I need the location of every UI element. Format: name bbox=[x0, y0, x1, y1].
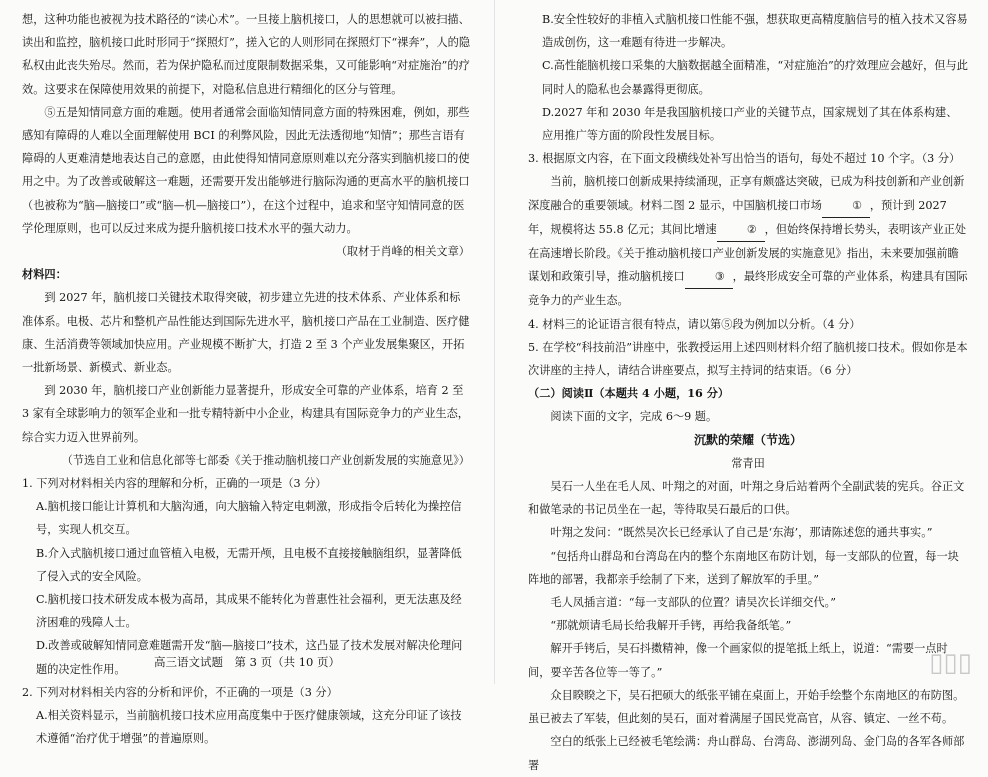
q1-option-b: B.介入式脑机接口通过血管植入电极，无需开颅，且电极不直接接触脑组织，显著降低了侵入式的安全风险。 bbox=[36, 546, 462, 583]
left-column bbox=[22, 8, 470, 751]
question-3: 3. 根据原文内容，在下面文段横线处补写出恰当的语句，每处不超过 10 个字。（3 分） bbox=[528, 152, 961, 166]
right-column bbox=[528, 8, 968, 777]
material4-para2: 到 2030 年，脑机接口产业创新能力显著提升，形成安全可靠的产业体系，培育 2 至 3 家有全球影响力的领军企业和一批专精特新中小企业，构建具有国际竞争力的产业生态，综合实力迈入世界前列。 bbox=[22, 384, 469, 444]
material4-source: （节选自工业和信息化部等七部委《关于推动脑机接口产业创新发展的实施意见》） bbox=[61, 453, 470, 467]
material4-para1: 到 2027 年，脑机接口关键技术取得突破，初步建立先进的技术体系、产业体系和标准体系。电极、芯片和整机产品性能达到国际先进水平，脑机接口产品在工业制造、医疗健康、生活消费等领域加快应用。产业规模不断扩大，打造 2 至 3 个产业发展集聚区，开拓一批新场景、新模式、新业态。 bbox=[22, 291, 470, 375]
blank-3[interactable]: ③ bbox=[685, 265, 733, 289]
q2-option-c: C.高性能脑机接口采集的大脑数据越全面精准，“对症施治”的疗效理应会越好，但与此同时人的隐私也会暴露得更彻底。 bbox=[542, 59, 968, 96]
q1-option-c: C.脑机接口技术研发成本极为高昂，其成果不能转化为普惠性社会福利，更无法惠及经济困难的残障人士。 bbox=[36, 593, 462, 630]
story-author: 常青田 bbox=[731, 456, 765, 470]
question-4: 4. 材料三的论证语言很有特点，请以第⑤段为例加以分析。（4 分） bbox=[528, 317, 861, 331]
section-2-heading: （二）阅读Ⅱ（本题共 4 小题，16 分） bbox=[528, 386, 730, 401]
story-para-1: 吴石一人坐在毛人凤、叶翔之的对面，叶翔之身后站着两个全副武装的宪兵。谷正文和做笔录的书记员坐在一起，等待取吴石最后的口供。 bbox=[528, 480, 965, 517]
story-para-7: 众目睽睽之下，吴石把硕大的纸张平铺在桌面上，开始手绘整个东南地区的布防图。虽已被去了军装，但此刻的吴石，面对着满屋子国民党高官，从容、镇定、一丝不苟。 bbox=[528, 688, 965, 726]
question-3-passage: 当前，脑机接口创新成果持续涌现，正享有颇盛达突破，已成为科技创新和产业创新深度融合的重要领域。材料二图 2 显示，中国脑机接口市场 ① ，预计到 2027 年，规模将达 55.8 亿元；其间比增速 ② ，但始终保持增长势头，表明该产业正处在高速增长阶段。《关于推动脑机接口产业创新发展的实施意见》指出，未来要加强前瞻谋划和政策引导，推动脑机接口 ③ ，最终形成安全可靠的产业体系，构建具有国际竞争力的产业生态。 bbox=[528, 175, 968, 308]
story-para-6: 解开手铐后，吴石抖擞精神，像一个画家似的提笔抵上纸上，说道：“需要一点时间，要辛苦各位等一等了。” bbox=[528, 642, 948, 679]
section-2-instruction: 阅读下面的文字，完成 6～9 题。 bbox=[550, 410, 718, 424]
watermark: ▯▯▯ bbox=[929, 648, 972, 678]
story-para-8: 空白的纸张上已经被毛笔绘满：舟山群岛、台湾岛、澎湖列岛、金门岛的各军各师部署 bbox=[528, 735, 965, 772]
question-1: 1. 下列对材料相关内容的理解和分析，正确的一项是（3 分） bbox=[22, 477, 327, 491]
story-para-2: 叶翔之发问：“既然吴次长已经承认了自己是‘东海’，那请陈述您的通共事实。” bbox=[550, 526, 933, 540]
story-para-3: “包括舟山群岛和台湾岛在内的整个东南地区布防计划，每一支部队的位置，每一块阵地的部署，我都亲手绘制了下来，送到了解放军的手里。” bbox=[528, 549, 959, 586]
material3-para5: ⑤五是知情同意方面的难题。使用者通常会面临知情同意方面的特殊困难，例如，那些感知有障碍的人难以全面理解使用 BCI 的利弊风险，因此无法透彻地“知情”；那些言语有障碍的人更难清楚地表达自己的意愿，由此使得知情同意原则难以充分落实到脑机接口的使用之中。为了改善或破解这一难题，还需要开发出能够进行脑际沟通的更高水平的脑机接口（也被称为“脑—脑接口”或“脑—机—脑接口”），在这个过程中，追求和坚守知情同意的医学伦理原则，也可以反过来成为提升脑机接口技术水平的强大动力。 bbox=[22, 105, 470, 235]
material4-heading: 材料四： bbox=[22, 267, 67, 282]
question-2: 2. 下列对材料相关内容的分析和评价，不正确的一项是（3 分） bbox=[22, 685, 338, 699]
blank-1[interactable]: ① bbox=[822, 194, 870, 218]
story-title: 沉默的荣耀（节选） bbox=[693, 432, 802, 447]
story-para-4: 毛人凤插言道：“每一支部队的位置？请吴次长详细交代。” bbox=[550, 596, 836, 610]
question-5: 5. 在学校“科技前沿”讲座中，张教授运用上述四则材料介绍了脑机接口技术。假如你是本次讲座的主持人，请结合讲座要点，拟写主持词的结束语。（6 分） bbox=[528, 340, 968, 378]
material3-source: （取材于肖峰的相关文章） bbox=[335, 245, 470, 259]
q2-option-d: D.2027 年和 2030 年是我国脑机接口产业的关键节点，国家规划了其在体系构建、应用推广等方面的阶段性发展目标。 bbox=[542, 105, 958, 143]
material3-continued: 想，这种功能也被视为技术路径的“读心术”。一旦接上脑机接口，人的思想就可以被扫描、读出和监控，脑机接口此时形同于“探照灯”，搓入它的人则形同在探照灯下“裸奔”，人的隐私权由此丧失殆尽。然而，若为保护隐私而过度限制数据采集，又可能影响“对症施治”的疗效。这要求在保障使用效果的前提下，对隐私信息进行精细化的区分与管理。 bbox=[22, 13, 471, 96]
blank-2[interactable]: ② bbox=[717, 218, 765, 242]
story-para-5: “那就烦请毛局长给我解开手铐，再给我备纸笔。” bbox=[550, 619, 792, 633]
q2-option-b: B.安全性较好的非植入式脑机接口性能不强，想获取更高精度脑信号的植入技术又容易造成创伤，这一难题有待进一步解决。 bbox=[542, 13, 968, 50]
q1-option-a: A.脑机接口能让计算机和大脑沟通，向大脑输入特定电刺激，形成指令后转化为操控信号，实现人机交互。 bbox=[36, 500, 462, 537]
column-divider bbox=[494, 0, 495, 684]
q1-option-d: D.改善或破解知情同意难题需开发“脑—脑接口”技术，这凸显了技术发展对解决伦理问题的决定性作用。 bbox=[36, 639, 463, 676]
q2-option-a: A.相关资料显示，当前脑机接口技术应用高度集中于医疗健康领域，这充分印证了该技术遵循“治疗优于增强”的普遍原则。 bbox=[36, 709, 462, 746]
page-footer: 高三语文试题 第 3 页（共 10 页） bbox=[153, 655, 341, 669]
